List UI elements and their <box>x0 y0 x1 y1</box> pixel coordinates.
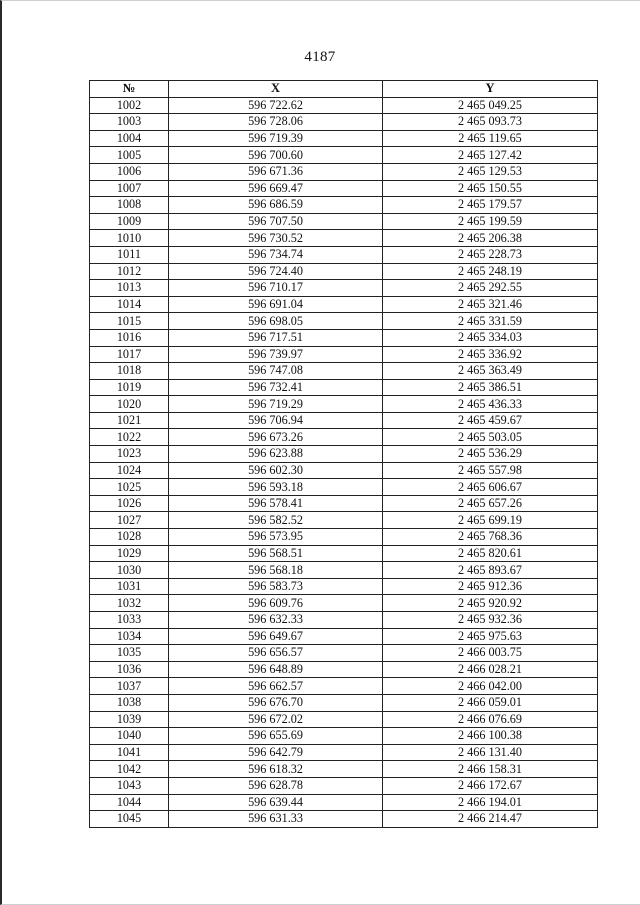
y-coordinate-cell: 2 465 557.98 <box>383 462 598 479</box>
point-number-cell: 1036 <box>90 661 169 678</box>
y-coordinate-cell: 2 465 932.36 <box>383 612 598 629</box>
table-row <box>90 794 598 811</box>
y-coordinate-cell: 2 465 321.46 <box>383 296 598 313</box>
y-coordinate-cell: 2 465 129.53 <box>383 163 598 180</box>
table-row <box>90 578 598 595</box>
point-number-cell: 1008 <box>90 197 169 214</box>
y-coordinate-cell: 2 465 292.55 <box>383 280 598 297</box>
y-coordinate-cell: 2 465 150.55 <box>383 180 598 197</box>
y-coordinate-cell: 2 465 820.61 <box>383 545 598 562</box>
point-number-cell: 1017 <box>90 346 169 363</box>
table-row <box>90 595 598 612</box>
y-coordinate-cell: 2 465 336.92 <box>383 346 598 363</box>
point-number-cell: 1041 <box>90 744 169 761</box>
point-number-cell: 1033 <box>90 612 169 629</box>
point-number-cell: 1016 <box>90 329 169 346</box>
y-coordinate-cell: 2 466 194.01 <box>383 794 598 811</box>
point-number-cell: 1013 <box>90 280 169 297</box>
x-coordinate-cell: 596 639.44 <box>169 794 383 811</box>
point-number-cell: 1019 <box>90 379 169 396</box>
x-coordinate-cell: 596 717.51 <box>169 329 383 346</box>
table-row <box>90 777 598 794</box>
point-number-cell: 1031 <box>90 578 169 595</box>
table-row <box>90 761 598 778</box>
point-number-cell: 1029 <box>90 545 169 562</box>
table-row <box>90 147 598 164</box>
point-number-cell: 1005 <box>90 147 169 164</box>
point-number-cell: 1044 <box>90 794 169 811</box>
point-number-cell: 1037 <box>90 678 169 695</box>
x-coordinate-cell: 596 747.08 <box>169 363 383 380</box>
x-coordinate-cell: 596 568.51 <box>169 545 383 562</box>
y-coordinate-cell: 2 465 386.51 <box>383 379 598 396</box>
x-coordinate-cell: 596 656.57 <box>169 645 383 662</box>
y-coordinate-cell: 2 465 119.65 <box>383 130 598 147</box>
y-coordinate-cell: 2 465 699.19 <box>383 512 598 529</box>
table-row <box>90 197 598 214</box>
point-number-cell: 1020 <box>90 396 169 413</box>
table-row <box>90 711 598 728</box>
x-coordinate-cell: 596 583.73 <box>169 578 383 595</box>
x-coordinate-cell: 596 739.97 <box>169 346 383 363</box>
point-number-cell: 1007 <box>90 180 169 197</box>
table-row <box>90 97 598 114</box>
table-row <box>90 545 598 562</box>
x-coordinate-cell: 596 649.67 <box>169 628 383 645</box>
x-coordinate-cell: 596 573.95 <box>169 529 383 546</box>
y-coordinate-cell: 2 465 657.26 <box>383 495 598 512</box>
y-coordinate-cell: 2 465 363.49 <box>383 363 598 380</box>
table-row <box>90 661 598 678</box>
point-number-cell: 1009 <box>90 213 169 230</box>
table-row <box>90 512 598 529</box>
table-row <box>90 495 598 512</box>
point-number-cell: 1003 <box>90 114 169 131</box>
table-row <box>90 213 598 230</box>
point-number-cell: 1012 <box>90 263 169 280</box>
table-row <box>90 612 598 629</box>
table-row <box>90 429 598 446</box>
table-row <box>90 346 598 363</box>
point-number-cell: 1038 <box>90 694 169 711</box>
y-coordinate-cell: 2 465 606.67 <box>383 479 598 496</box>
header-y: Y <box>383 81 598 98</box>
x-coordinate-cell: 596 655.69 <box>169 728 383 745</box>
x-coordinate-cell: 596 686.59 <box>169 197 383 214</box>
x-coordinate-cell: 596 632.33 <box>169 612 383 629</box>
table-row <box>90 694 598 711</box>
point-number-cell: 1024 <box>90 462 169 479</box>
header-number: № <box>90 81 169 98</box>
y-coordinate-cell: 2 465 536.29 <box>383 446 598 463</box>
point-number-cell: 1010 <box>90 230 169 247</box>
y-coordinate-cell: 2 465 228.73 <box>383 246 598 263</box>
point-number-cell: 1039 <box>90 711 169 728</box>
point-number-cell: 1043 <box>90 777 169 794</box>
x-coordinate-cell: 596 642.79 <box>169 744 383 761</box>
x-coordinate-cell: 596 578.41 <box>169 495 383 512</box>
x-coordinate-cell: 596 623.88 <box>169 446 383 463</box>
table-row <box>90 446 598 463</box>
y-coordinate-cell: 2 465 331.59 <box>383 313 598 330</box>
table-row <box>90 462 598 479</box>
x-coordinate-cell: 596 730.52 <box>169 230 383 247</box>
x-coordinate-cell: 596 719.29 <box>169 396 383 413</box>
x-coordinate-cell: 596 618.32 <box>169 761 383 778</box>
y-coordinate-cell: 2 465 920.92 <box>383 595 598 612</box>
point-number-cell: 1015 <box>90 313 169 330</box>
y-coordinate-cell: 2 465 459.67 <box>383 412 598 429</box>
point-number-cell: 1034 <box>90 628 169 645</box>
point-number-cell: 1028 <box>90 529 169 546</box>
x-coordinate-cell: 596 628.78 <box>169 777 383 794</box>
point-number-cell: 1032 <box>90 595 169 612</box>
table-row <box>90 628 598 645</box>
point-number-cell: 1027 <box>90 512 169 529</box>
y-coordinate-cell: 2 465 206.38 <box>383 230 598 247</box>
x-coordinate-cell: 596 719.39 <box>169 130 383 147</box>
y-coordinate-cell: 2 465 334.03 <box>383 329 598 346</box>
table-row <box>90 412 598 429</box>
point-number-cell: 1011 <box>90 246 169 263</box>
table-row <box>90 180 598 197</box>
x-coordinate-cell: 596 669.47 <box>169 180 383 197</box>
x-coordinate-cell: 596 707.50 <box>169 213 383 230</box>
table-row <box>90 280 598 297</box>
x-coordinate-cell: 596 722.62 <box>169 97 383 114</box>
table-body <box>90 97 598 827</box>
y-coordinate-cell: 2 465 893.67 <box>383 562 598 579</box>
point-number-cell: 1042 <box>90 761 169 778</box>
x-coordinate-cell: 596 602.30 <box>169 462 383 479</box>
x-coordinate-cell: 596 609.76 <box>169 595 383 612</box>
y-coordinate-cell: 2 465 093.73 <box>383 114 598 131</box>
table-row <box>90 744 598 761</box>
y-coordinate-cell: 2 465 199.59 <box>383 213 598 230</box>
point-number-cell: 1004 <box>90 130 169 147</box>
y-coordinate-cell: 2 466 214.47 <box>383 811 598 828</box>
x-coordinate-cell: 596 732.41 <box>169 379 383 396</box>
y-coordinate-cell: 2 465 768.36 <box>383 529 598 546</box>
x-coordinate-cell: 596 582.52 <box>169 512 383 529</box>
point-number-cell: 1040 <box>90 728 169 745</box>
table-row <box>90 811 598 828</box>
table-row <box>90 230 598 247</box>
point-number-cell: 1030 <box>90 562 169 579</box>
point-number-cell: 1026 <box>90 495 169 512</box>
table-row <box>90 246 598 263</box>
x-coordinate-cell: 596 700.60 <box>169 147 383 164</box>
table-row <box>90 363 598 380</box>
table-row <box>90 728 598 745</box>
y-coordinate-cell: 2 465 127.42 <box>383 147 598 164</box>
table-row <box>90 678 598 695</box>
x-coordinate-cell: 596 662.57 <box>169 678 383 695</box>
x-coordinate-cell: 596 724.40 <box>169 263 383 280</box>
header-x: X <box>169 81 383 98</box>
coordinates-table <box>89 80 598 828</box>
table-row <box>90 479 598 496</box>
table-row <box>90 130 598 147</box>
x-coordinate-cell: 596 710.17 <box>169 280 383 297</box>
table-row <box>90 163 598 180</box>
table-row <box>90 396 598 413</box>
table-row <box>90 379 598 396</box>
x-coordinate-cell: 596 672.02 <box>169 711 383 728</box>
table-row <box>90 329 598 346</box>
y-coordinate-cell: 2 465 503.05 <box>383 429 598 446</box>
x-coordinate-cell: 596 691.04 <box>169 296 383 313</box>
x-coordinate-cell: 596 648.89 <box>169 661 383 678</box>
x-coordinate-cell: 596 728.06 <box>169 114 383 131</box>
y-coordinate-cell: 2 466 076.69 <box>383 711 598 728</box>
x-coordinate-cell: 596 706.94 <box>169 412 383 429</box>
y-coordinate-cell: 2 466 131.40 <box>383 744 598 761</box>
table-header <box>90 81 598 98</box>
y-coordinate-cell: 2 465 975.63 <box>383 628 598 645</box>
y-coordinate-cell: 2 465 436.33 <box>383 396 598 413</box>
y-coordinate-cell: 2 466 059.01 <box>383 694 598 711</box>
y-coordinate-cell: 2 466 158.31 <box>383 761 598 778</box>
x-coordinate-cell: 596 734.74 <box>169 246 383 263</box>
y-coordinate-cell: 2 466 003.75 <box>383 645 598 662</box>
x-coordinate-cell: 596 671.36 <box>169 163 383 180</box>
table-row <box>90 313 598 330</box>
y-coordinate-cell: 2 466 042.00 <box>383 678 598 695</box>
y-coordinate-cell: 2 466 172.67 <box>383 777 598 794</box>
point-number-cell: 1006 <box>90 163 169 180</box>
point-number-cell: 1021 <box>90 412 169 429</box>
point-number-cell: 1018 <box>90 363 169 380</box>
point-number-cell: 1023 <box>90 446 169 463</box>
point-number-cell: 1025 <box>90 479 169 496</box>
table-row <box>90 114 598 131</box>
point-number-cell: 1014 <box>90 296 169 313</box>
point-number-cell: 1035 <box>90 645 169 662</box>
y-coordinate-cell: 2 465 179.57 <box>383 197 598 214</box>
table-row <box>90 562 598 579</box>
y-coordinate-cell: 2 466 100.38 <box>383 728 598 745</box>
x-coordinate-cell: 596 631.33 <box>169 811 383 828</box>
y-coordinate-cell: 2 465 049.25 <box>383 97 598 114</box>
y-coordinate-cell: 2 466 028.21 <box>383 661 598 678</box>
x-coordinate-cell: 596 698.05 <box>169 313 383 330</box>
point-number-cell: 1045 <box>90 811 169 828</box>
table-row <box>90 296 598 313</box>
x-coordinate-cell: 596 568.18 <box>169 562 383 579</box>
x-coordinate-cell: 596 673.26 <box>169 429 383 446</box>
table-row <box>90 529 598 546</box>
y-coordinate-cell: 2 465 248.19 <box>383 263 598 280</box>
x-coordinate-cell: 596 593.18 <box>169 479 383 496</box>
point-number-cell: 1022 <box>90 429 169 446</box>
point-number-cell: 1002 <box>90 97 169 114</box>
table-row <box>90 263 598 280</box>
table-row <box>90 645 598 662</box>
page-number: 4187 <box>304 49 336 65</box>
x-coordinate-cell: 596 676.70 <box>169 694 383 711</box>
y-coordinate-cell: 2 465 912.36 <box>383 578 598 595</box>
header-row <box>90 81 598 98</box>
